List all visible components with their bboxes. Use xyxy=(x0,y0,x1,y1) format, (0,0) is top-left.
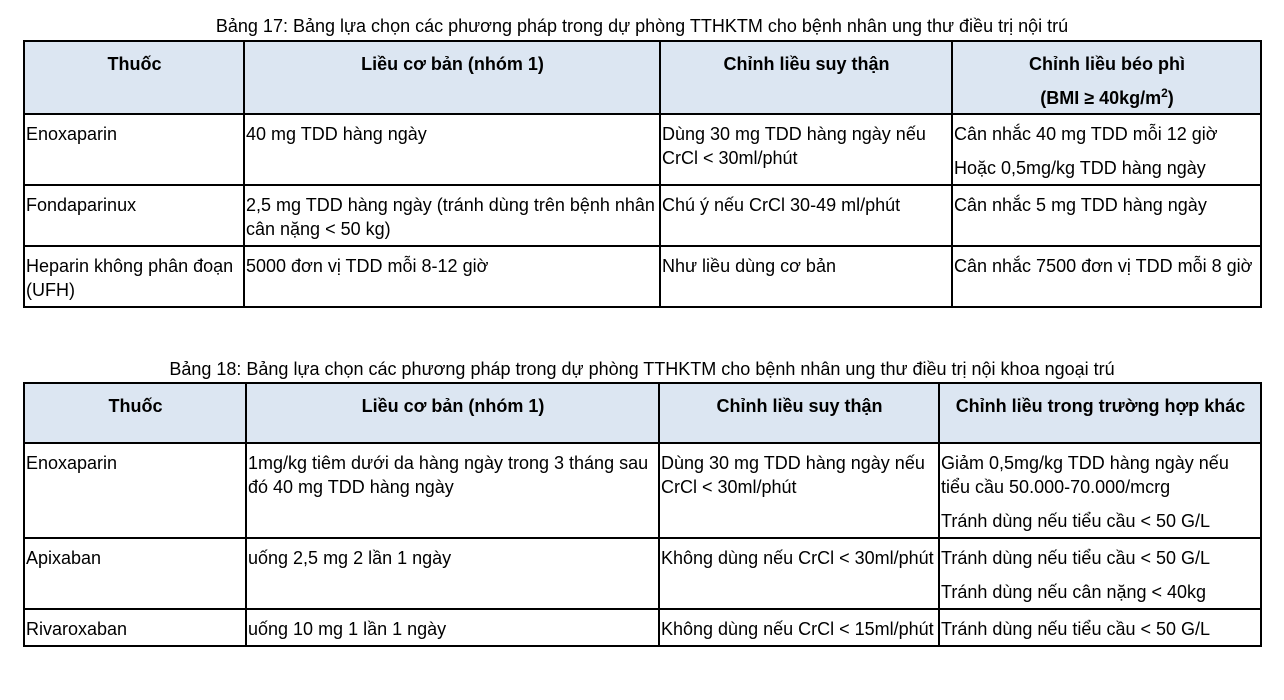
header-other-adjust: Chỉnh liều trong trường hợp khác xyxy=(939,383,1261,443)
bmi-label: (BMI ≥ 40kg/m xyxy=(1040,88,1162,108)
header-renal-adjust: Chỉnh liều suy thận xyxy=(660,41,952,114)
table-18 xyxy=(23,382,1262,647)
cell-other-adjust xyxy=(939,443,1261,538)
bmi-close: ) xyxy=(1167,88,1174,108)
cell-base-dose: 5000 đơn vị TDD mỗi 8-12 giờ xyxy=(244,246,660,307)
cell-other-adjust xyxy=(952,185,1261,246)
cell-base-dose: 40 mg TDD hàng ngày xyxy=(244,114,660,185)
table-row xyxy=(24,609,1261,646)
cell-line: Cân nhắc 5 mg TDD hàng ngày xyxy=(954,195,1207,215)
cell-renal-adjust: Dùng 30 mg TDD hàng ngày nếu CrCl < 30ml/phút xyxy=(659,443,939,538)
cell-line: Tránh dùng nếu tiểu cầu < 50 G/L xyxy=(941,548,1211,568)
cell-line: Giảm 0,5mg/kg TDD hàng ngày nếu tiểu cầu 50.000-70.000/mcrg xyxy=(941,453,1229,497)
cell-drug: Enoxaparin xyxy=(24,443,246,538)
cell-other-adjust xyxy=(952,114,1261,185)
table-header-row xyxy=(24,41,1261,114)
cell-drug: Enoxaparin xyxy=(24,114,244,185)
header-renal-adjust: Chỉnh liều suy thận xyxy=(659,383,939,443)
table-17 xyxy=(23,40,1262,308)
table-row xyxy=(24,443,1261,538)
cell-base-dose: 1mg/kg tiêm dưới da hàng ngày trong 3 tháng sau đó 40 mg TDD hàng ngày xyxy=(246,443,659,538)
cell-drug: Fondaparinux xyxy=(24,185,244,246)
cell-other-adjust xyxy=(939,609,1261,646)
cell-renal-adjust: Dùng 30 mg TDD hàng ngày nếu CrCl < 30ml/phút xyxy=(660,114,952,185)
header-drug: Thuốc xyxy=(24,383,246,443)
header-obesity-line2 xyxy=(954,86,1260,110)
cell-line: Cân nhắc 7500 đơn vị TDD mỗi 8 giờ xyxy=(954,256,1253,276)
table-row xyxy=(24,185,1261,246)
cell-drug: Rivaroxaban xyxy=(24,609,246,646)
cell-line: Hoặc 0,5mg/kg TDD hàng ngày xyxy=(954,158,1206,178)
header-drug: Thuốc xyxy=(24,41,244,114)
table-18-caption: Bảng 18: Bảng lựa chọn các phương pháp trong dự phòng TTHKTM cho bệnh nhân ung thư điều trị nội khoa ngoại trú xyxy=(169,359,1115,379)
header-obesity-line1: Chỉnh liều béo phì xyxy=(1029,54,1185,74)
cell-line: Tránh dùng nếu tiểu cầu < 50 G/L xyxy=(941,511,1211,531)
table-row xyxy=(24,246,1261,307)
cell-other-adjust xyxy=(952,246,1261,307)
cell-renal-adjust: Không dùng nếu CrCl < 15ml/phút xyxy=(659,609,939,646)
cell-base-dose: 2,5 mg TDD hàng ngày (tránh dùng trên bệnh nhân cân nặng < 50 kg) xyxy=(244,185,660,246)
cell-base-dose: uống 2,5 mg 2 lần 1 ngày xyxy=(246,538,659,609)
table-row xyxy=(24,114,1261,185)
cell-base-dose: uống 10 mg 1 lần 1 ngày xyxy=(246,609,659,646)
cell-renal-adjust: Chú ý nếu CrCl 30-49 ml/phút xyxy=(660,185,952,246)
header-base-dose: Liều cơ bản (nhóm 1) xyxy=(244,41,660,114)
bmi-superscript: 2 xyxy=(1161,86,1168,100)
cell-other-adjust xyxy=(939,538,1261,609)
cell-line: Tránh dùng nếu cân nặng < 40kg xyxy=(941,582,1207,602)
cell-drug: Apixaban xyxy=(24,538,246,609)
cell-renal-adjust: Như liều dùng cơ bản xyxy=(660,246,952,307)
table-row xyxy=(24,538,1261,609)
table-header-row xyxy=(24,383,1261,443)
header-base-dose: Liều cơ bản (nhóm 1) xyxy=(246,383,659,443)
cell-line: Cân nhắc 40 mg TDD mỗi 12 giờ xyxy=(954,124,1218,144)
header-obesity-adjust xyxy=(952,41,1261,114)
table-17-caption: Bảng 17: Bảng lựa chọn các phương pháp trong dự phòng TTHKTM cho bệnh nhân ung thư điều trị nội trú xyxy=(215,16,1069,36)
cell-renal-adjust: Không dùng nếu CrCl < 30ml/phút xyxy=(659,538,939,609)
cell-line: Tránh dùng nếu tiểu cầu < 50 G/L xyxy=(941,619,1211,639)
cell-drug: Heparin không phân đoạn (UFH) xyxy=(24,246,244,307)
